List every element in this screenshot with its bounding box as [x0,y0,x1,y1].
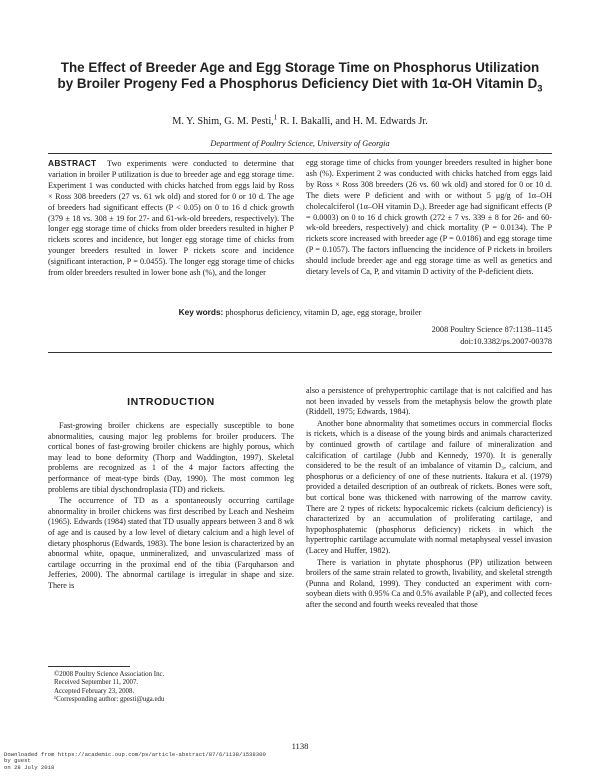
abstract-top-rule [48,153,552,154]
keywords [48,307,552,317]
paragraph: There is variation in phytate phosphorus (PP) utilization between broilers of the same strain related to growth, livability, and skeletal strength (Punna and Roland, 1999). They conducted an experiment with corn-soybean diets with 0.95% Ca and 0.5% available P (aP), and collected feces after the second and fourth weeks revealed that those [306,557,552,609]
keywords-text: phosphorus deficiency, vitamin D, age, egg storage, broiler [223,308,422,317]
title-line-2: by Broiler Progeny Fed a Phosphorus Deficiency Diet with 1α-OH Vitamin $D_3$ [57,76,543,94]
citation-block [432,324,552,347]
abstract-label: ABSTRACT [48,158,97,168]
intro-left-column [48,421,294,593]
doi-link[interactable]: doi:10.3382/ps.2007-00378 [460,336,552,346]
author-list: M. Y. Shim, G. M. Pesti,$^1$ R. I. Bakalli, and H. M. Edwards Jr. [172,113,428,127]
article-title [30,60,570,92]
abstract-text-right: egg storage time of chicks from younger breeders resulted in higher bone ash (%). Experiment 2 was conducted with chicks hatched from eggs laid by Ross × Ross 308 breeders (26 vs. 60 wk old) and stored for 0 or 10 d. The diets were P deficient and with or without 5 μg/g of 1α–OH cholecalciferol (1α–OH vitamin D₃). Breeder age had significant effects (P = 0.0003) on 0 to 16 d chick growth (272 ± 7 vs. 339 ± 8 for 26- and 60-wk-old breeders, respectively) and chick mortality (P = 0.0134). The P rickets score increased with breeder age (P = 0.0186) and egg storage time (P = 0.1057). The factors influencing the incidence of P rickets in broilers should include breeder age and egg storage time as well as genetics and dietary levels of Ca, P, and vitamin D activity of the P-deficient diets. [306,158,552,277]
paragraph: also a persistence of prehypertrophic cartilage that is not calcified and has not been invaded by vessels from the metaphysis below the growth plate (Riddell, 1975; Edwards, 1984). [306,386,552,417]
footnote-copyright: ©2008 Poultry Science Association Inc. [54,671,165,678]
section-heading-introduction: INTRODUCTION [127,396,215,408]
abstract-right-column [306,158,552,278]
paragraph: Fast-growing broiler chickens are especially susceptible to bone abnormalities, causing major leg problems for broiler producers. The cortical bones of fast-growing broiler chickens are highly porous, which may lead to bone deformity (Thorp and Waddington, 1997). Skeletal problems are recognized as 1 of the 4 major factors affecting the performance of meat-type birds (Day, 1990). The most common leg problems are tibial dyschondroplasia (TD) and rickets. [48,421,294,494]
footnote-corresponding: ¹Corresponding author: gpesti@uga.edu [54,696,165,704]
abstract-left-column [48,158,294,279]
paragraph: Another bone abnormality that sometimes occurs in commercial flocks is rickets, which is a disease of the young birds and animals characterized by continued growth of cartilage and failure of mineralization and calcification of cartilage (Jubb and Kennedy, 1970). It is generally considered to be the result of an imbalance of vitamin D₃, calcium, and phosphorus or a deficiency of one of these nutrients. Itakura et al. (1979) provided a detailed description of an outbreak of rickets. Bones were soft, but cortical bone was thickened with narrowing of the marrow cavity. There are 2 types of rickets: hypocalcemic rickets (calcium deficiency) is characterized by an accumulation of proliferating cartilage, and hypophosphatemic (phosphorus deficiency) rickets in which the hypertrophic cartilage accumulate with normal metaphyseal vessel invasion (Lacey and Huffer, 1982). [306,418,552,555]
footnote-received: Received September 11, 2007. [54,679,139,687]
affiliation: Department of Poultry Science, University of Georgia [210,139,390,148]
footnotes [48,671,294,705]
abstract-text-left: Two experiments were conducted to determine that variation in broiler P utilization is due to breeder age and egg storage time. Experiment 1 was conducted with chicks hatched from eggs laid by Ross × Ross 308 breeders (27 vs. 61 wk old) and stored for 0 or 10 d. The age of breeders had significant effects (P < 0.05) on 0 to 16 d chick growth (379 ± 18 vs. 308 ± 19 for 27- and 61-wk-old breeders, respectively). The longer egg storage time of chicks from older breeders resulted in higher P rickets scores and incidence, but longer egg storage time of chicks from younger breeders resulted in lower P rickets score and incidence (significant interaction, P = 0.0455). The longer egg storage time of chicks from older breeders resulted in lower bone ash (%), and the longer [48,159,295,278]
download-notice: Downloaded from https://academic.oup.com/ps/article-abstract/87/6/1138/1538300 by guest on 28 July 2018 [4,751,266,771]
title-line-1: The Effect of Breeder Age and Egg Storage Time on Phosphorus Utilization [60,60,540,75]
abstract-bottom-rule [48,352,552,353]
journal-citation: 2008 Poultry Science 87:1138–1145 [431,325,552,334]
intro-right-column [306,386,552,611]
paragraph: The occurrence of TD as a spontaneously occurring cartilage abnormality in broiler chickens was first described by Leach and Nesheim (1965). Edwards (1984) stated that TD usually appears between 3 and 8 wk of age and is caused by a low level of dietary calcium and a high level of dietary phosphorus (Edwards, 1983). The bone lesion is characterized by an abnormal white, opaque, unmineralized, and unvascularized mass of cartilage occurring in the proximal end of the tibia (Farquharson and Jefferies, 2000). The abnormal cartilage is irregular in shape and size. There is [48,496,294,590]
footnote-rule [48,666,130,667]
page-number: 1138 [291,741,309,751]
footnote-accepted: Accepted February 23, 2008. [54,687,135,695]
keywords-label: Key words: [178,307,224,317]
